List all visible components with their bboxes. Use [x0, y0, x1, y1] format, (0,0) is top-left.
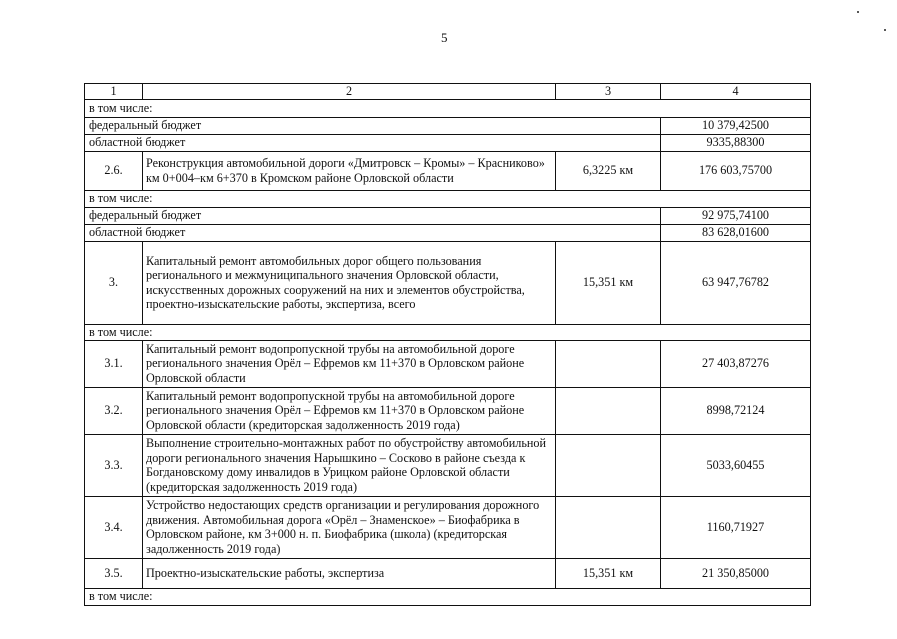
item-description: Капитальный ремонт автомобильных дорог общего пользования регионального и межмуниципального значения Орловской области, искусственных дорожных сооружений на них и элементов обустройства, проектно-изыскательские работы, экспертиза, всего — [143, 241, 556, 324]
item-length: 15,351 км — [556, 558, 661, 588]
column-header: 4 — [661, 84, 811, 100]
budget-source-row — [85, 224, 811, 241]
work-item-row — [85, 340, 811, 387]
subtotal-label: в том числе: — [85, 588, 811, 605]
item-amount: 63 947,76782 — [661, 241, 811, 324]
item-amount: 8998,72124 — [661, 387, 811, 434]
work-item-row — [85, 387, 811, 434]
item-amount: 176 603,75700 — [661, 151, 811, 190]
budget-source-row — [85, 207, 811, 224]
budget-source-row — [85, 134, 811, 151]
budget-amount: 9335,88300 — [661, 134, 811, 151]
item-number: 3.3. — [85, 434, 143, 496]
item-description: Выполнение строительно-монтажных работ по обустройству автомобильной дороги регионального значения Нарышкино – Сосково в районе съезда к Богдановскому дому инвалидов в Урицком районе Орловской области (кредиторская задолженность 2019 года) — [143, 434, 556, 496]
scan-speck — [857, 11, 859, 13]
item-amount: 5033,60455 — [661, 434, 811, 496]
column-number-row — [85, 84, 811, 100]
item-number: 3.2. — [85, 387, 143, 434]
scan-speck — [884, 29, 886, 31]
budget-source-label: федеральный бюджет — [85, 207, 661, 224]
column-header: 3 — [556, 84, 661, 100]
work-item-row — [85, 241, 811, 324]
item-length: 6,3225 км — [556, 151, 661, 190]
subtotal-label-row — [85, 324, 811, 340]
item-length: 15,351 км — [556, 241, 661, 324]
subtotal-label-row — [85, 190, 811, 207]
item-amount: 21 350,85000 — [661, 558, 811, 588]
subtotal-label-row — [85, 99, 811, 117]
work-item-row — [85, 151, 811, 190]
item-description: Проектно-изыскательские работы, экспертиза — [143, 558, 556, 588]
budget-source-label: областной бюджет — [85, 134, 661, 151]
item-description: Реконструкция автомобильной дороги «Дмитровск – Кромы» – Красниково» км 0+004–км 6+370 в Кромском районе Орловской области — [143, 151, 556, 190]
column-header: 2 — [143, 84, 556, 100]
item-number: 3.5. — [85, 558, 143, 588]
item-description: Капитальный ремонт водопропускной трубы на автомобильной дороге регионального значения Орёл – Ефремов км 11+370 в Орловском районе Орловской области — [143, 340, 556, 387]
item-number: 2.6. — [85, 151, 143, 190]
item-amount: 1160,71927 — [661, 496, 811, 558]
item-description: Капитальный ремонт водопропускной трубы на автомобильной дороге регионального значения Орёл – Ефремов км 11+370 в Орловском районе Орловской области (кредиторская задолженность 2019 года) — [143, 387, 556, 434]
item-amount: 27 403,87276 — [661, 340, 811, 387]
item-number: 3. — [85, 241, 143, 324]
item-length — [556, 496, 661, 558]
item-number: 3.1. — [85, 340, 143, 387]
budget-source-label: федеральный бюджет — [85, 117, 661, 134]
item-description: Устройство недостающих средств организации и регулирования дорожного движения. Автомобильная дорога «Орёл – Знаменское» – Биофабрика в Орловском районе, км 3+000 н. п. Биофабрика (школа) (кредиторская задолженность 2019 года) — [143, 496, 556, 558]
item-length — [556, 387, 661, 434]
subtotal-label: в том числе: — [85, 99, 811, 117]
item-length — [556, 340, 661, 387]
subtotal-label: в том числе: — [85, 324, 811, 340]
work-item-row — [85, 496, 811, 558]
budget-source-label: областной бюджет — [85, 224, 661, 241]
page-number: 5 — [441, 30, 448, 45]
budget-amount: 10 379,42500 — [661, 117, 811, 134]
subtotal-label: в том числе: — [85, 190, 811, 207]
work-item-row — [85, 434, 811, 496]
item-length — [556, 434, 661, 496]
column-header: 1 — [85, 84, 143, 100]
budget-source-row — [85, 117, 811, 134]
budget-table — [84, 83, 811, 606]
budget-amount: 83 628,01600 — [661, 224, 811, 241]
subtotal-label-row — [85, 588, 811, 605]
item-number: 3.4. — [85, 496, 143, 558]
budget-amount: 92 975,74100 — [661, 207, 811, 224]
work-item-row — [85, 558, 811, 588]
